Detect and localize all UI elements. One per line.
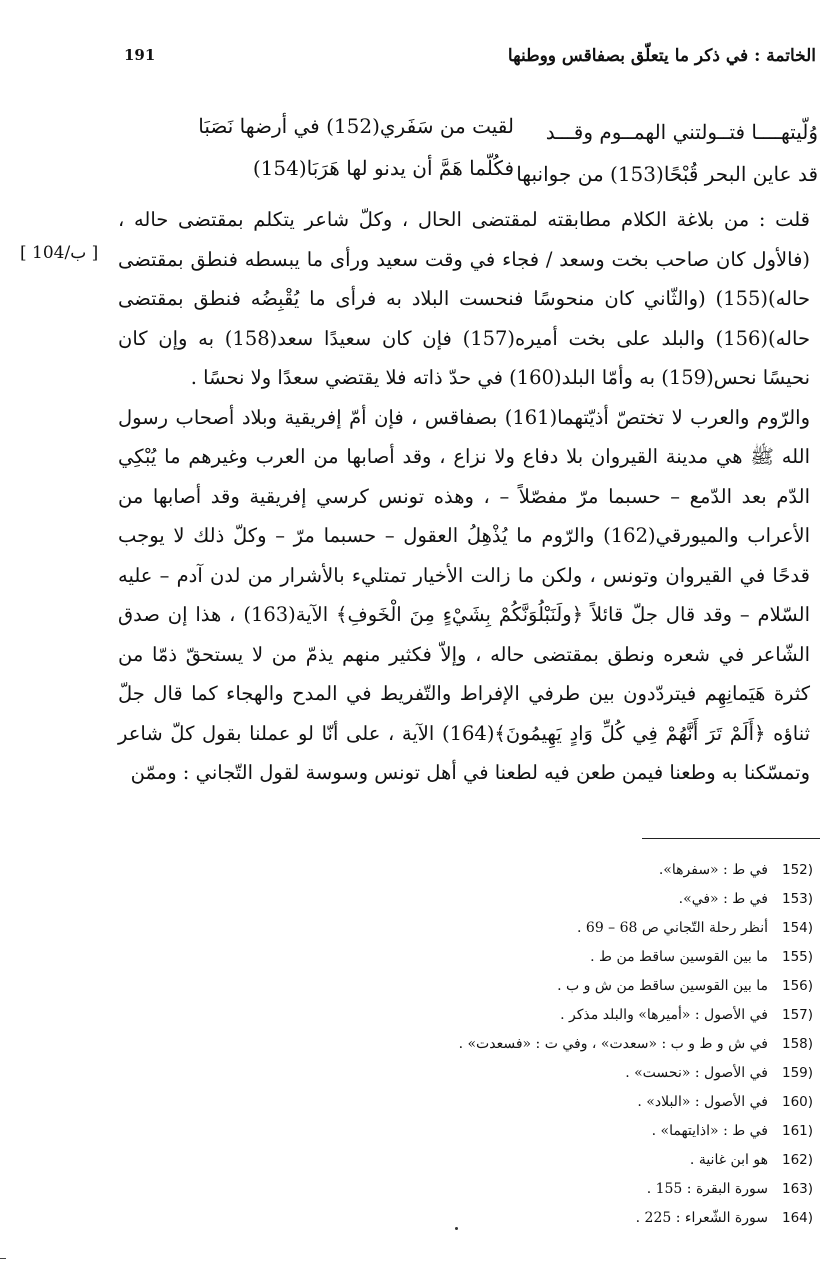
footnote-number: (155	[782, 949, 814, 965]
footnote-item	[459, 1001, 826, 1030]
footnote-item	[459, 1088, 826, 1117]
footnote-number: (163	[782, 1181, 814, 1197]
footnote-text: ما بين القوسين ساقط من ط .	[590, 949, 768, 965]
footnote-text: في ش و ط و ب : «سعدت» ، وفي ت : «فسعدت» .	[458, 1036, 768, 1052]
verse-2-left-hemistich: فكُلّما هَمَّ أن يدنو لها هَرَبَا(154)	[252, 156, 514, 180]
footnote-item	[459, 972, 826, 1001]
footnote-item	[459, 943, 826, 972]
footnote-number: (160	[782, 1094, 814, 1110]
footnote-item	[459, 1117, 826, 1146]
footnote-text: سورة البقرة : 155 .	[646, 1181, 768, 1197]
manuscript-folio-marker: [ 104/ب ]	[20, 243, 99, 263]
footnote-text: في الأصول : «نحست» .	[625, 1065, 768, 1081]
footnote-number: (158	[782, 1036, 814, 1052]
footnote-number: (159	[782, 1065, 814, 1081]
footnotes	[459, 856, 826, 1233]
footnote-number: (162	[782, 1152, 814, 1168]
footnote-text: ما بين القوسين ساقط من ش و ب .	[557, 978, 768, 994]
verse-2-right-hemistich: قد عاين البحر قُبْحًا(153) من جوانبها	[516, 162, 818, 186]
footnote-text: في ط : «سفرها».	[658, 862, 768, 878]
stray-mark	[455, 1227, 458, 1230]
footnote-text: أنظر رحلة التّجاني ص 68 – 69 .	[577, 920, 768, 936]
footnote-item	[459, 1146, 826, 1175]
footnote-number: (153	[782, 891, 814, 907]
footnote-text: في ط : «اذايتهما» .	[651, 1123, 768, 1139]
main-text	[118, 200, 810, 793]
verse-1-right-hemistich: وُلّيتهــــا فتــولتني الهمــوم وقـــد	[545, 120, 818, 144]
footnote-item	[459, 914, 826, 943]
footnote-number: (156	[782, 978, 814, 994]
running-header-title: الخاتمة : في ذكر ما يتعلّق بصفاقس ووطنها	[507, 46, 816, 66]
footnote-number: (161	[782, 1123, 814, 1139]
edge-mark	[0, 1258, 6, 1259]
footnote-item	[459, 856, 826, 885]
footnote-text: في ط : «في».	[678, 891, 768, 907]
footnote-number: (157	[782, 1007, 814, 1023]
footnote-text: سورة الشّعراء : 225 .	[635, 1210, 768, 1226]
footnote-separator	[642, 838, 820, 839]
footnote-item	[459, 1030, 826, 1059]
footnote-item	[459, 885, 826, 914]
footnote-number: (152	[782, 862, 814, 878]
footnote-number: (154	[782, 920, 814, 936]
footnote-text: هو ابن غانية .	[689, 1152, 768, 1168]
footnote-item	[459, 1059, 826, 1088]
body-paragraph-1: قلت : من بلاغة الكلام مطابقته لمقتضى الحال ، وكلّ شاعر يتكلم بمقتضى حاله ، (فالأول كان صاحب بخت وسعد / فجاء في وقت سعيد ورأى ما يبسطه فنطق بمقتضى حاله)(155) (والثّاني كان منحوسًا فنحست البلاد به فرأى ما يُقْبِضُه فنطق بمقتضى حاله)(156) والبلد على بخت أميره(157) فإن كان سعيدًا سعد(158) به وإن كان نحيسًا نحس(159) به وأمّا البلد(160) في حدّ ذاته فلا يقتضي سعدًا ولا نحسًا .	[118, 208, 810, 389]
verse-1-left-hemistich: لقيت من سَفَري(152) في أرضها نَصَبَا	[198, 114, 514, 138]
footnote-text: في الأصول : «البلاد» .	[637, 1094, 768, 1110]
body-paragraph-2: والرّوم والعرب لا تختصّ أذيّتهما(161) بصفاقس ، فإن أمّ إفريقية وبلاد أصحاب رسول الله ﷺ هي مدينة القيروان بلا دفاع ولا نزاع ، وقد أصابها من العرب وغيرهم ما يُبْكِي الدّم بعد الدّمع – حسبما مرّ مفصّلاً – ، وهذه تونس كرسي إفريقية وقد أصابها من الأعراب والميورقي(162) والرّوم ما يُذْهِلُ العقول – حسبما مرّ – وكلّ ذلك لا يوجب قدحًا في القيروان وتونس ، ولكن ما زالت الأخيار تمتليء بالأشرار من لدن آدم – عليه السّلام – وقد قال جلّ قائلاً ﴿ولَنَبْلُوَنَّكُمْ بِشَيْءٍ مِنَ الْخَوفِ﴾ الآية(163) ، هذا إن صدق الشّاعر في شعره ونطق بمقتضى حاله ، وإلاّ فكثير منهم يذمّ من لا يستحقّ ذمّا من كثرة هَيَمانِهِم فيتردّدون بين طرفي الإفراط والتّفريط في المدح والهجاء كما قال جلّ ثناؤه ﴿أَلَمْ تَرَ أَنَّهُمْ فِي كُلِّ وَادٍ يَهِيمُونَ﴾(164) الآية ، على أنّا لو عملنا بقول كلّ شاعر وتمسّكنا به وطعنا فيمن طعن فيه لطعنا في أهل تونس وسوسة لقول التّجاني : وممّن	[118, 405, 811, 784]
footnote-item	[459, 1175, 826, 1204]
footnote-number: (164	[782, 1210, 814, 1226]
footnote-text: في الأصول : «أميرها» والبلد مذكر .	[560, 1007, 768, 1023]
footnote-item	[459, 1204, 826, 1233]
page-number: 191	[124, 46, 156, 64]
